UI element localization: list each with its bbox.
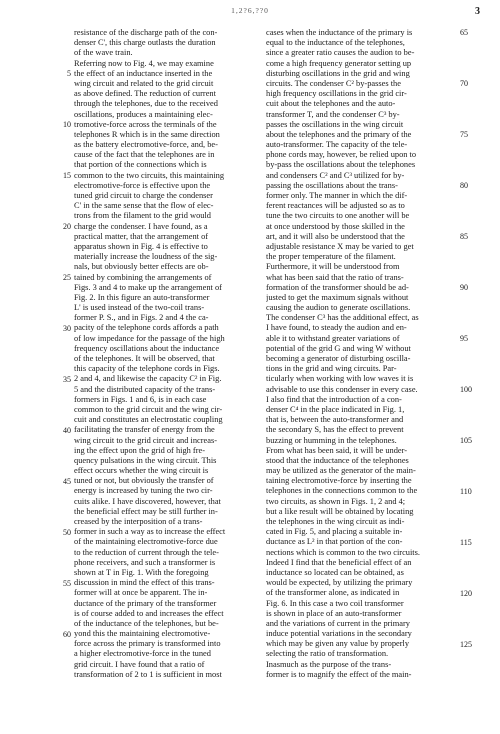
text-line: equal to the inductance of the telephones, — [266, 38, 405, 48]
text-line: telephones in the connections common to the — [266, 486, 418, 496]
text-line: at once understood by those skilled in the — [266, 221, 405, 231]
line-number: 75 — [460, 130, 468, 139]
text-line: a higher electromotive-force in the tuned — [74, 649, 211, 659]
text-line: former P. S., and in Figs. 2 and 4 the ca- — [74, 313, 209, 323]
text-line: and condensers C² and C³ utilized for by- — [266, 170, 405, 180]
text-line: Referring now to Fig. 4, we may examine — [74, 58, 214, 68]
line-number: 115 — [460, 538, 472, 547]
line-number: 120 — [460, 589, 472, 598]
text-line: I also find that the introduction of a con- — [266, 394, 402, 404]
text-line: grid circuit. I have found that a ratio of — [74, 659, 205, 669]
text-line: causing the audion to generate oscillations. — [266, 303, 411, 313]
text-line: the beneficial effect may be still further in- — [74, 506, 218, 516]
line-number: 70 — [460, 79, 468, 88]
text-line: wing circuit and related to the grid circuit — [74, 78, 214, 88]
text-line: phone receivers, and such a transformer is — [74, 557, 216, 567]
text-line: common to the two circuits, this maintaining — [74, 170, 225, 180]
text-line: apparatus shown in Fig. 4 is effective to — [74, 241, 208, 251]
text-line: this capacity of the telephone cords in Figs. — [74, 364, 220, 374]
left-text-column — [74, 28, 264, 728]
text-line: L' is used instead of the two-coil trans- — [74, 303, 205, 313]
line-number: 110 — [460, 487, 472, 496]
line-number: 55 — [63, 578, 71, 588]
text-line: able it to withstand greater variations of — [266, 333, 400, 343]
text-line: cuit about the telephones and the auto- — [266, 99, 396, 109]
text-line: tions in the grid and wing circuits. Par- — [266, 364, 397, 374]
text-line: passes the oscillations in the wing circuit — [266, 119, 404, 129]
text-line: cated in Fig. 5, and placing a suitable in- — [266, 527, 403, 537]
text-line: what has been said that the ratio of trans- — [266, 272, 404, 282]
page-header — [0, 6, 500, 20]
text-line: resistance of the discharge path of the con- — [74, 28, 218, 37]
text-line: materially increase the loudness of the sig- — [74, 252, 218, 262]
line-number: 15 — [63, 170, 71, 180]
text-line: nections which is common to the two circuits. — [266, 547, 420, 557]
text-line: cases when the inductance of the primary is — [266, 28, 413, 37]
text-line: formation of the transformer should be ad- — [266, 282, 409, 292]
text-line: facilitating the transfer of energy from the — [74, 425, 215, 435]
text-line: common to the grid circuit and the wing cir- — [74, 404, 223, 414]
text-line: Indeed I find that the beneficial effect of an — [266, 557, 412, 567]
text-line: high frequency oscillations in the grid cir- — [266, 89, 407, 99]
text-line: but a like result will be obtained by locating — [266, 506, 414, 516]
text-line: Furthermore, it will be understood from — [266, 262, 400, 272]
text-line: as above defined. The reduction of current — [74, 89, 216, 99]
text-line: electromotive-force is effective upon the — [74, 180, 211, 190]
line-number: 30 — [63, 323, 71, 333]
text-line: of low impedance for the passage of the high — [74, 333, 225, 343]
text-line: discussion in mind the effect of this trans- — [74, 578, 215, 588]
text-line: Fig. 2. In this figure an auto-transformer — [74, 292, 210, 302]
text-line: tune the two circuits to one another will be — [266, 211, 410, 221]
text-line: yond this the maintaining electromotive- — [74, 629, 211, 639]
text-line: practical matter, that the arrangement of — [74, 231, 209, 241]
text-line: selecting the ratio of transformation. — [266, 649, 389, 659]
text-line: of the inductance of the telephones, but be- — [74, 618, 219, 628]
text-line: the telephones in the wing circuit as indi- — [266, 517, 405, 526]
text-line: buzzing or humming in the telephones. — [266, 435, 397, 445]
text-line: C' in the same sense that the flow of elec- — [74, 201, 214, 211]
text-line: transformer T, and the condenser C³ by- — [266, 109, 400, 119]
text-line: would be expected, by utilizing the primary — [266, 578, 413, 588]
text-line: formers in Figs. 1 and 6, is in each case — [74, 394, 207, 404]
text-line: trons from the filament to the grid would — [74, 211, 211, 221]
text-line: creased by the interposition of a trans- — [74, 517, 203, 526]
text-line: to the reduction of current through the tele- — [74, 547, 219, 557]
text-line: of the telephones. It will be observed, that — [74, 354, 215, 363]
text-line: shown at T in Fig. 1. With the foregoing — [74, 567, 209, 577]
text-line: the proper temperature of the filament. — [266, 252, 396, 262]
line-number: 10 — [63, 119, 71, 129]
line-number: 125 — [460, 640, 472, 649]
line-number: 25 — [63, 272, 71, 282]
text-line: cause of the fact that the telephones are in — [74, 150, 215, 160]
text-line: ing the effect upon the grid of high fre- — [74, 445, 206, 455]
line-number: 105 — [460, 436, 472, 445]
text-line: I have found, to steady the audion and en- — [266, 323, 407, 333]
text-line: of the maintaining electromotive-force due — [74, 537, 218, 547]
text-line: cuit and constitutes an electrostatic coupling — [74, 415, 223, 425]
text-line: former is to magnify the effect of the main- — [266, 669, 412, 679]
text-line: circuits. The condenser C² by-passes the — [266, 78, 401, 88]
line-number: 45 — [63, 476, 71, 486]
text-line: is of course added to and increases the effect — [74, 608, 224, 618]
text-line: of the wave train. — [74, 48, 133, 58]
text-line: advisable to use this condenser in every case. — [266, 384, 418, 394]
text-line: two circuits, as shown in Figs. 1, 2 and 4; — [266, 496, 406, 506]
text-line: by-pass the oscillations about the telephones — [266, 160, 416, 170]
text-line: Inasmuch as the purpose of the trans- — [266, 659, 392, 669]
line-number: 65 — [460, 28, 468, 37]
text-line: ductance as L² in that portion of the con- — [266, 537, 403, 547]
text-line: the secondary S, has the effect to prevent — [266, 425, 404, 435]
text-line: since a greater ratio causes the audion to be- — [266, 48, 415, 58]
text-line: stood that the inductance of the telephones — [266, 455, 409, 465]
line-number: 60 — [63, 629, 71, 639]
text-line: transformation of 2 to 1 is sufficient in most — [74, 669, 222, 679]
text-line: of the transformer alone, as indicated in — [266, 588, 400, 598]
sheet-number: 3 — [475, 6, 480, 17]
text-line: charge the condenser. I have found, as a — [74, 221, 208, 231]
text-line: 2 and 4, and likewise the capacity C² in Fig. — [74, 374, 222, 384]
text-line: about the telephones and the primary of the — [266, 129, 412, 139]
text-line: telephones R which is in the same direction — [74, 129, 220, 139]
text-line: 5 and the distributed capacity of the trans- — [74, 384, 216, 394]
text-line: former only. The manner in which the dif- — [266, 191, 408, 200]
text-line: tuned grid circuit to charge the condenser — [74, 191, 213, 200]
right-text-column — [266, 28, 456, 728]
text-line: disturbing oscillations in the grid and wing — [266, 68, 410, 78]
line-number: 35 — [63, 374, 71, 384]
text-line: justed to get the maximum signals without — [266, 292, 409, 302]
text-line: becoming a generator of disturbing oscilla- — [266, 354, 411, 363]
text-line: former will at once be apparent. The in- — [74, 588, 208, 598]
line-number: 50 — [63, 527, 71, 537]
line-number: 90 — [460, 283, 468, 292]
text-line: ticularly when working with low waves it is — [266, 374, 414, 384]
text-line: taining electromotive-force by inserting the — [266, 476, 412, 486]
line-number: 100 — [460, 385, 472, 394]
text-line: the effect of an inductance inserted in the — [74, 68, 213, 78]
text-line: energy is increased by tuning the two cir- — [74, 486, 213, 496]
text-line: which may be given any value by properly — [266, 639, 410, 649]
line-number: 95 — [460, 334, 468, 343]
text-line: and the variations of current in the primary — [266, 618, 410, 628]
text-line: quency pulsations in the wing circuit. This — [74, 455, 217, 465]
text-line: is shown in place of an auto-transformer — [266, 608, 402, 618]
text-line: through the telephones, due to the received — [74, 99, 218, 109]
line-number: 5 — [67, 68, 71, 78]
text-line: cuits alike. I have discovered, however, that — [74, 496, 221, 506]
text-line: phone cords may, however, be relied upon to — [266, 150, 417, 160]
text-line: that is, between the auto-transformer and — [266, 415, 404, 425]
text-line: come a high frequency generator setting up — [266, 58, 412, 68]
line-number: 85 — [460, 232, 468, 241]
text-line: auto-transformer. The capacity of the tele- — [266, 140, 408, 150]
patent-number: 1,2?6,??0 — [231, 6, 269, 15]
text-line: denser C⁴ in the place indicated in Fig. 1, — [266, 404, 405, 414]
text-line: nals, but obviously better effects are ob- — [74, 262, 209, 272]
text-line: Figs. 3 and 4 to make up the arrangement of — [74, 282, 222, 292]
text-line: induce potential variations in the secondary — [266, 629, 412, 639]
text-line: former in such a way as to increase the effect — [74, 527, 226, 537]
line-number: 40 — [63, 425, 71, 435]
text-line: passing the oscillations about the trans- — [266, 180, 398, 190]
line-number: 20 — [63, 221, 71, 231]
text-line: as the battery electromotive-force, and, be- — [74, 140, 218, 150]
text-line: potential of the grid G and wing W without — [266, 343, 411, 353]
text-line: pacity of the telephone cords affords a path — [74, 323, 219, 333]
text-line: frequency oscillations about the inductance — [74, 343, 220, 353]
text-line: effect occurs whether the wing circuit is — [74, 466, 209, 476]
text-line: force across the primary is transformed into — [74, 639, 221, 649]
text-line: The condenser C³ has the additional effect, as — [266, 313, 419, 323]
line-number: 80 — [460, 181, 468, 190]
text-line: ferent reactances will be adjusted so as to — [266, 201, 405, 211]
text-line: denser C', this charge outlasts the duration — [74, 38, 216, 48]
text-line: that portion of the connections which is — [74, 160, 207, 170]
text-line: art, and it will also be understood that the — [266, 231, 405, 241]
text-line: wing circuit to the grid circuit and increas- — [74, 435, 218, 445]
text-line: may be utilized as the generator of the main- — [266, 466, 416, 476]
text-line: tuned or not, but obviously the transfer of — [74, 476, 214, 486]
text-line: ductance of the primary of the transformer — [74, 598, 217, 608]
text-line: inductance so located can be obtained, as — [266, 567, 404, 577]
text-line: From what has been said, it will be under- — [266, 445, 408, 455]
text-line: tained by combining the arrangements of — [74, 272, 212, 282]
text-line: tromotive-force across the terminals of the — [74, 119, 217, 129]
text-line: oscillations, produces a maintaining elec- — [74, 109, 213, 119]
text-line: Fig. 6. In this case a two coil transformer — [266, 598, 404, 608]
text-line: adjustable resistance X may be varied to get — [266, 241, 414, 251]
